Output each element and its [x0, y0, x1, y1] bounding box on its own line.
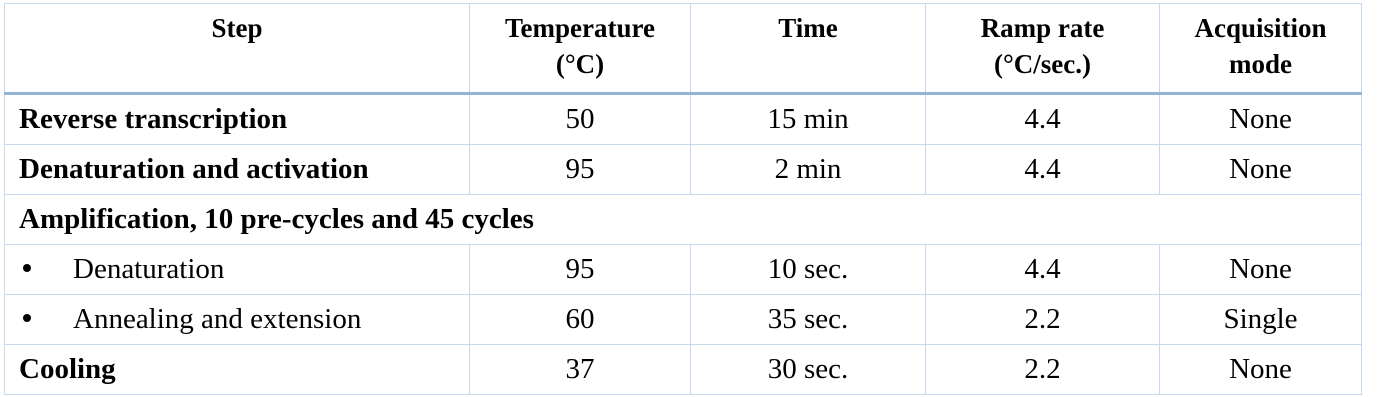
cell-substep-label: Denaturation [73, 253, 225, 285]
table-body [5, 94, 1362, 395]
cell-time: 30 sec. [691, 345, 926, 395]
table-row [5, 245, 1362, 295]
table-row [5, 295, 1362, 345]
cell-substep [5, 295, 470, 345]
cell-ramp-rate: 4.4 [926, 145, 1160, 195]
header-ramp-line1: Ramp rate [980, 13, 1105, 43]
table-header [5, 4, 1362, 94]
cell-time: 10 sec. [691, 245, 926, 295]
cell-temperature: 95 [470, 145, 691, 195]
cell-step: Cooling [5, 345, 470, 395]
table-section-row [5, 195, 1362, 245]
cell-time: 35 sec. [691, 295, 926, 345]
cell-time: 15 min [691, 94, 926, 145]
header-acq-line1: Acquisition [1194, 13, 1327, 43]
cell-step: Reverse transcription [5, 94, 470, 145]
cell-substep-label: Annealing and extension [73, 303, 362, 335]
cell-step: Denaturation and activation [5, 145, 470, 195]
table-row [5, 345, 1362, 395]
cell-acquisition-mode: None [1160, 145, 1362, 195]
cell-ramp-rate: 2.2 [926, 295, 1160, 345]
table-row [5, 145, 1362, 195]
pcr-protocol-table [4, 3, 1362, 395]
cell-temperature: 60 [470, 295, 691, 345]
cell-temperature: 95 [470, 245, 691, 295]
cell-ramp-rate: 4.4 [926, 94, 1160, 145]
header-acquisition-mode [1160, 4, 1362, 94]
header-temperature [470, 4, 691, 94]
cell-ramp-rate: 4.4 [926, 245, 1160, 295]
header-step: Step [5, 4, 470, 94]
cell-acquisition-mode: Single [1160, 295, 1362, 345]
bullet-icon [23, 264, 31, 272]
cell-temperature: 50 [470, 94, 691, 145]
header-ramp-rate [926, 4, 1160, 94]
table-row [5, 94, 1362, 145]
header-ramp-line2: (°C/sec.) [993, 49, 1091, 79]
cell-section-amplification: Amplification, 10 pre-cycles and 45 cycles [5, 195, 1362, 245]
cell-substep [5, 245, 470, 295]
bullet-icon [23, 314, 31, 322]
header-temperature-line2: (°C) [555, 49, 605, 79]
header-acq-line2: mode [1229, 49, 1292, 79]
header-temperature-line1: Temperature [505, 13, 655, 43]
header-row [5, 4, 1362, 94]
cell-time: 2 min [691, 145, 926, 195]
cell-temperature: 37 [470, 345, 691, 395]
cell-acquisition-mode: None [1160, 245, 1362, 295]
cell-ramp-rate: 2.2 [926, 345, 1160, 395]
cell-acquisition-mode: None [1160, 94, 1362, 145]
protocol-table-container [4, 3, 1361, 395]
cell-acquisition-mode: None [1160, 345, 1362, 395]
header-time: Time [691, 4, 926, 94]
